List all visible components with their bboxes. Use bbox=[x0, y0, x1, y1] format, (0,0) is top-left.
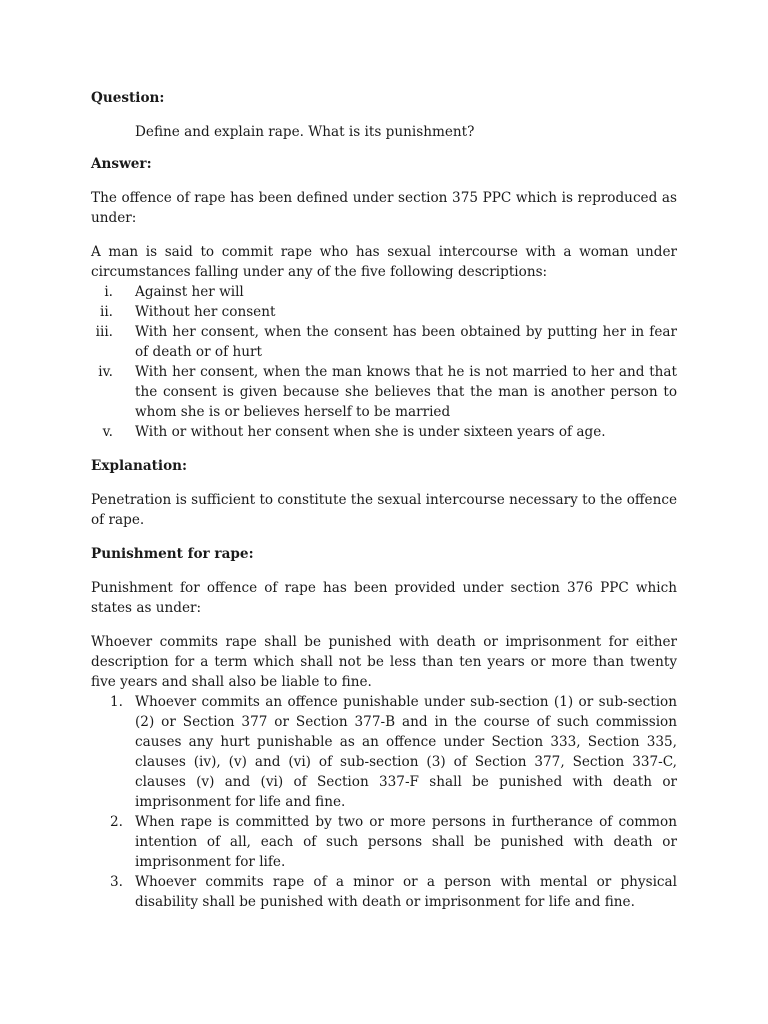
explanation-heading: Explanation: bbox=[91, 458, 188, 474]
answer-intro: The offence of rape has been defined under section 375 PPC which is reproduced as under: bbox=[91, 190, 677, 226]
list-item: ii. Without her consent bbox=[99, 304, 276, 320]
answer-heading: Answer: bbox=[91, 156, 152, 172]
question-heading: Question: bbox=[91, 90, 165, 106]
question-text: Define and explain rape. What is its punishment? bbox=[135, 124, 475, 140]
list-item: 2. When rape is committed by two or more persons in furtherance of common intention of all, each of such persons shall be punished with death or imprisonment for life. bbox=[110, 814, 677, 870]
clauses-list bbox=[91, 692, 677, 912]
list-item: i. Against her will bbox=[104, 284, 244, 300]
list-item: iv. With her consent, when the man knows that he is not married to her and that the consent is given because she believes that the man is another person to whom she is or believes herself to be married bbox=[98, 364, 677, 420]
document-page bbox=[91, 88, 677, 912]
list-item: iii. With her consent, when the consent has been obtained by putting her in fear of death or of hurt bbox=[95, 324, 677, 360]
punishment-intro: Punishment for offence of rape has been provided under section 376 PPC which states as under: bbox=[91, 580, 677, 616]
explanation-text: Penetration is sufficient to constitute the sexual intercourse necessary to the offence of rape. bbox=[91, 492, 677, 528]
descriptions-list bbox=[91, 282, 677, 442]
punishment-heading: Punishment for rape: bbox=[91, 546, 254, 562]
punishment-general: Whoever commits rape shall be punished with death or imprisonment for either description for a term which shall not be less than ten years or more than twenty five years and shall also be liable to fine. bbox=[91, 634, 677, 690]
list-item: 1. Whoever commits an offence punishable under sub-section (1) or sub-section (2) or Section 377 or Section 377-B and in the course of such commission causes any hurt punishable as an offence under Section 333, Section 335, clauses (iv), (v) and (vi) of sub-section (3) of Section 377, Section 337-C, clauses (v) and (vi) of Section 337-F shall be punished with death or imprisonment for life and fine. bbox=[110, 694, 677, 810]
list-item: v. With or without her consent when she is under sixteen years of age. bbox=[102, 424, 606, 440]
answer-definition: A man is said to commit rape who has sexual intercourse with a woman under circumstances falling under any of the five following descriptions: bbox=[91, 244, 677, 280]
list-item: 3. Whoever commits rape of a minor or a person with mental or physical disability shall be punished with death or imprisonment for life and fine. bbox=[110, 874, 677, 910]
